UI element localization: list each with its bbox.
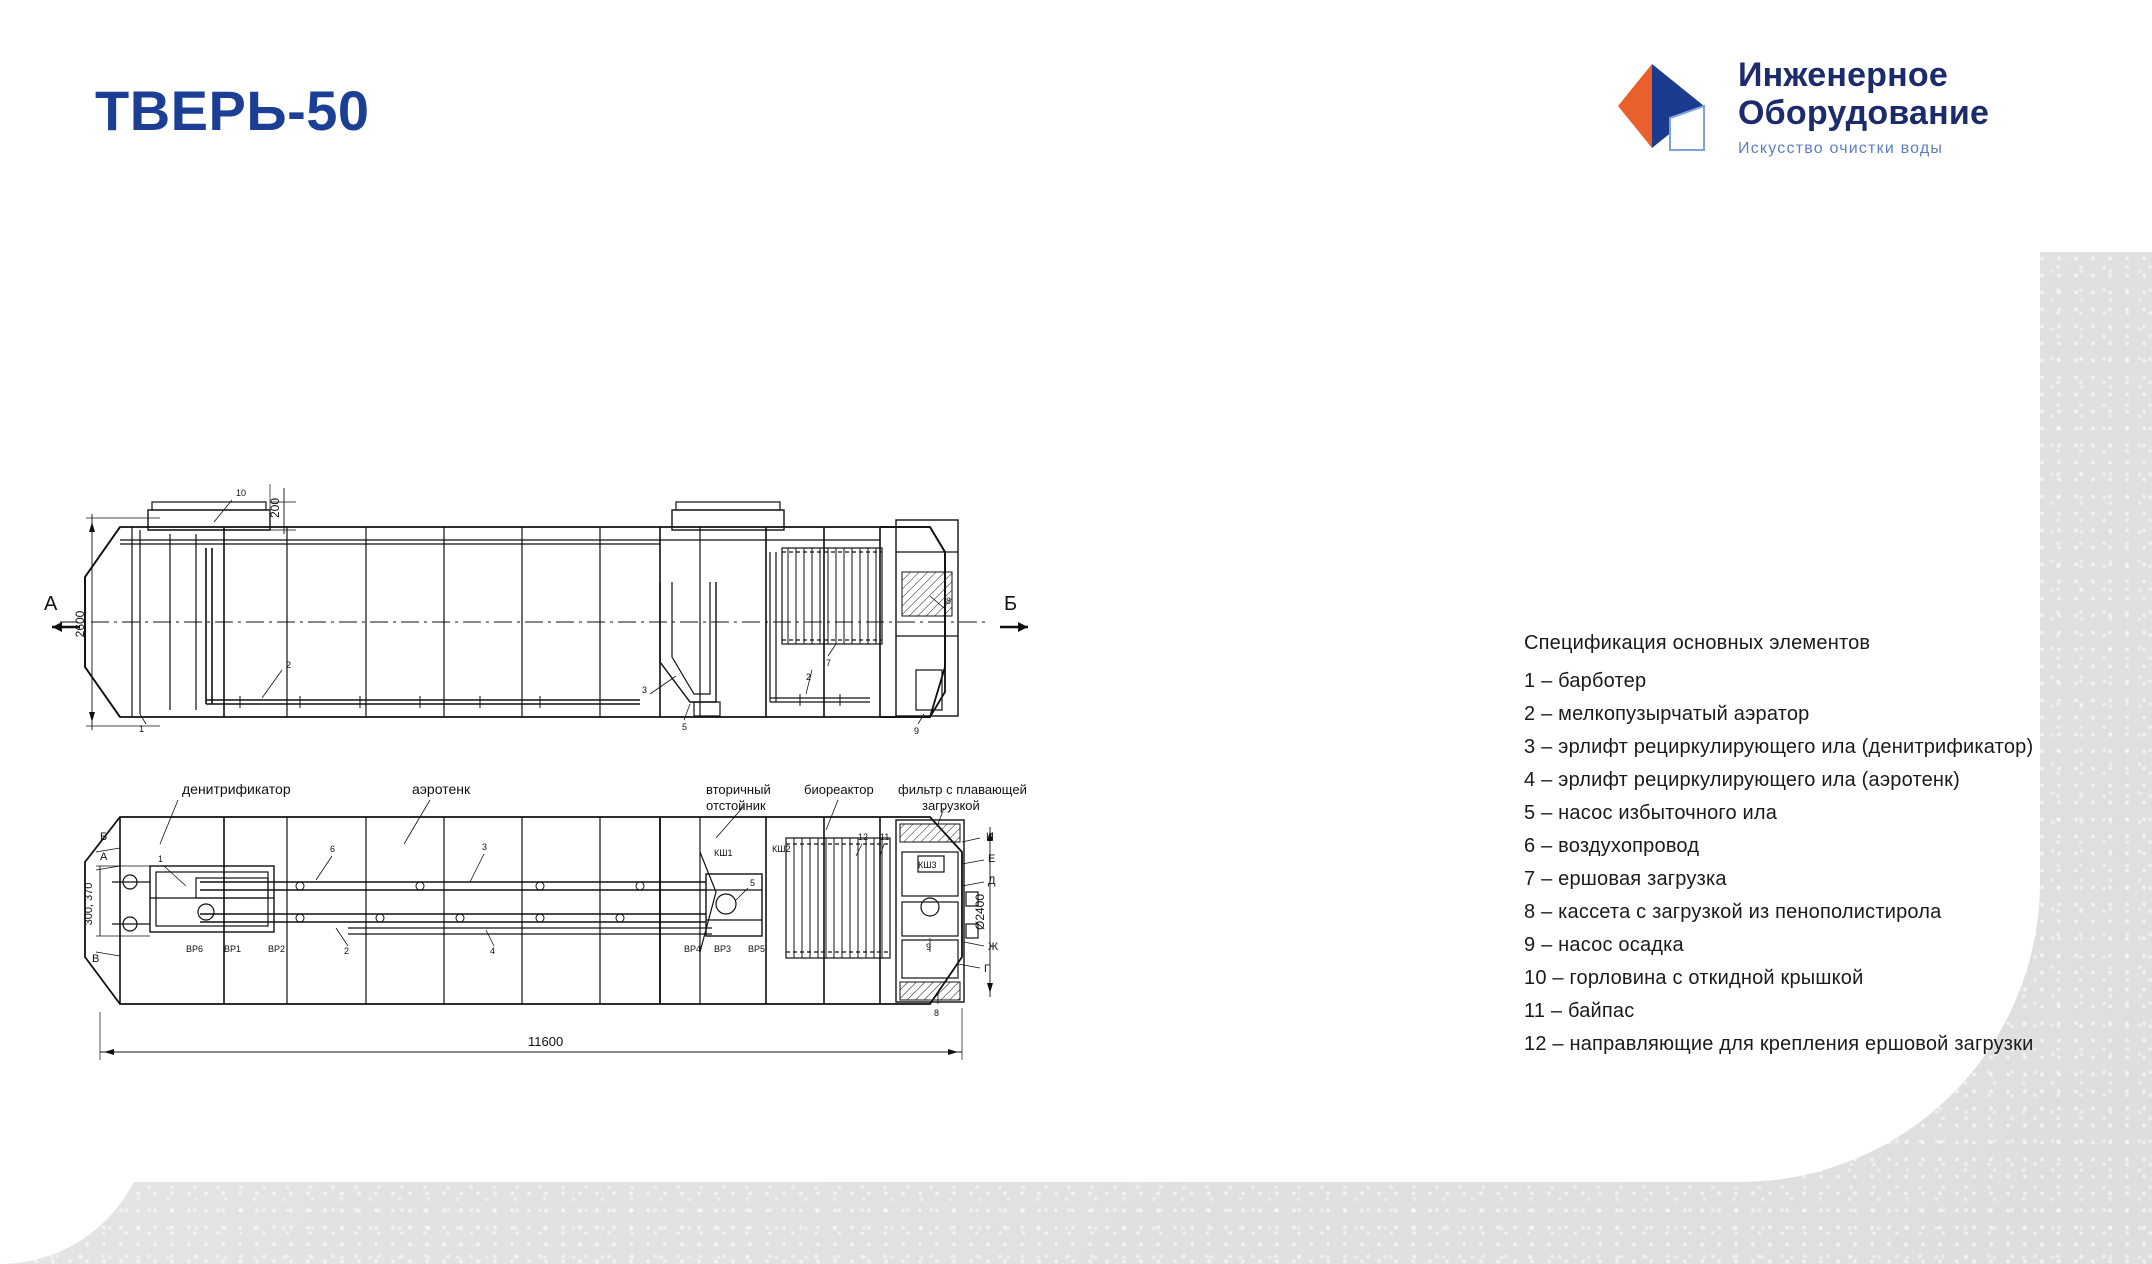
logo-line-2: Оборудование [1738,94,1990,132]
spec-item-1: 1 – барботер [1524,670,1647,692]
port-label-ksh2: КШ2 [772,844,791,854]
spec-item-10: 10 – горловина с откидной крышкой [1524,967,1864,989]
spec-item-12: 12 – направляющие для крепления ершовой загрузки [1524,1033,2034,1055]
letter-mark-i: И [986,831,994,843]
plan-callout-4: 4 [490,946,496,956]
port-label-ksh3: КШ3 [918,860,937,870]
callout-5: 5 [682,722,688,732]
port-label-vr4: ВР4 [684,944,702,954]
plan-callout-3: 3 [482,842,488,852]
zone-label-aerotank: аэротенк [412,781,471,797]
spec-item-11: 11 – байпас [1524,1000,1635,1022]
letter-mark-a: А [100,851,108,863]
letter-mark-b: Б [100,831,108,843]
spec-item-4: 4 – эрлифт рециркулирующего ила (аэротенк) [1524,769,1960,791]
technical-drawing [0,252,1500,1182]
letter-mark-v: В [92,953,100,965]
spec-item-7: 7 – ершовая загрузка [1524,868,1727,890]
zone-label-denitrifier: денитрификатор [182,781,291,797]
port-label-vr6: ВР6 [186,944,204,954]
dim-neck-200: 200 [268,497,282,519]
company-logo [1612,50,1992,170]
plan-callout-5: 5 [750,878,756,888]
letter-mark-e: Е [988,853,996,865]
plan-callout-1: 1 [158,854,164,864]
header-bar [0,0,2152,252]
letter-mark-zh: Ж [988,941,999,953]
callout-2b: 2 [806,672,812,682]
logo-mark-icon [1612,58,1724,154]
port-label-vr3: ВР3 [714,944,732,954]
dim-diameter: Ø2400 [973,893,987,931]
plan-callout-8: 8 [934,1008,940,1018]
dim-length-11600: 11600 [528,1034,564,1049]
port-label-vr2: ВР2 [268,944,286,954]
zone-label-filter: фильтр с плавающей [898,782,1027,797]
callout-2a: 2 [286,660,292,670]
zone-label-bioreactor: биореактор [804,782,874,797]
logo-line-1: Инженерное [1738,56,1948,94]
zone-label-secondary-settler: вторичный [706,782,771,797]
spec-item-5: 5 – насос избыточного ила [1524,802,1778,824]
plan-callout-11: 11 [880,832,890,842]
letter-mark-g: Г [984,963,990,975]
spec-item-9: 9 – насос осадка [1524,934,1684,956]
logo-text [1738,56,1989,158]
port-label-vr5: ВР5 [748,944,766,954]
port-label-ksh1: КШ1 [714,848,733,858]
logo-tagline: Искусство очистки воды [1738,140,1944,157]
callout-7: 7 [826,658,832,668]
spec-item-3: 3 – эрлифт рециркулирующего ила (денитрификатор) [1524,736,2034,758]
plan-callout-6: 6 [330,844,336,854]
plan-callout-2: 2 [344,946,350,956]
spec-item-2: 2 – мелкопузырчатый аэратор [1524,703,1810,725]
plan-callout-9: 9 [926,942,932,952]
section-view [52,484,1028,730]
section-mark-left: А [44,593,58,615]
zone-label-filter-2: загрузкой [922,798,980,813]
callout-9: 9 [914,726,920,736]
drawing-canvas [0,252,1500,1182]
callout-3: 3 [642,685,648,695]
spec-item-6: 6 – воздухопровод [1524,835,1700,857]
dim-height-2600: 2600 [73,610,87,638]
dim-left-stack: 300, 370 [83,882,95,926]
section-mark-right: Б [1004,593,1018,615]
plan-callout-12: 12 [858,832,869,842]
plan-view [85,800,996,1060]
spec-title: Спецификация основных элементов [1524,632,1871,654]
letter-mark-d: Д [988,875,996,887]
callout-10: 10 [236,488,247,498]
port-label-vr1: ВР1 [224,944,242,954]
specification-panel [1524,632,2124,1061]
callout-8: 8 [946,596,952,606]
callout-1: 1 [139,724,145,734]
spec-item-8: 8 – кассета с загрузкой из пенополистирола [1524,901,1942,923]
zone-label-secondary-settler-2: отстойник [706,798,766,813]
page-title: ТВЕРЬ-50 [95,79,370,142]
